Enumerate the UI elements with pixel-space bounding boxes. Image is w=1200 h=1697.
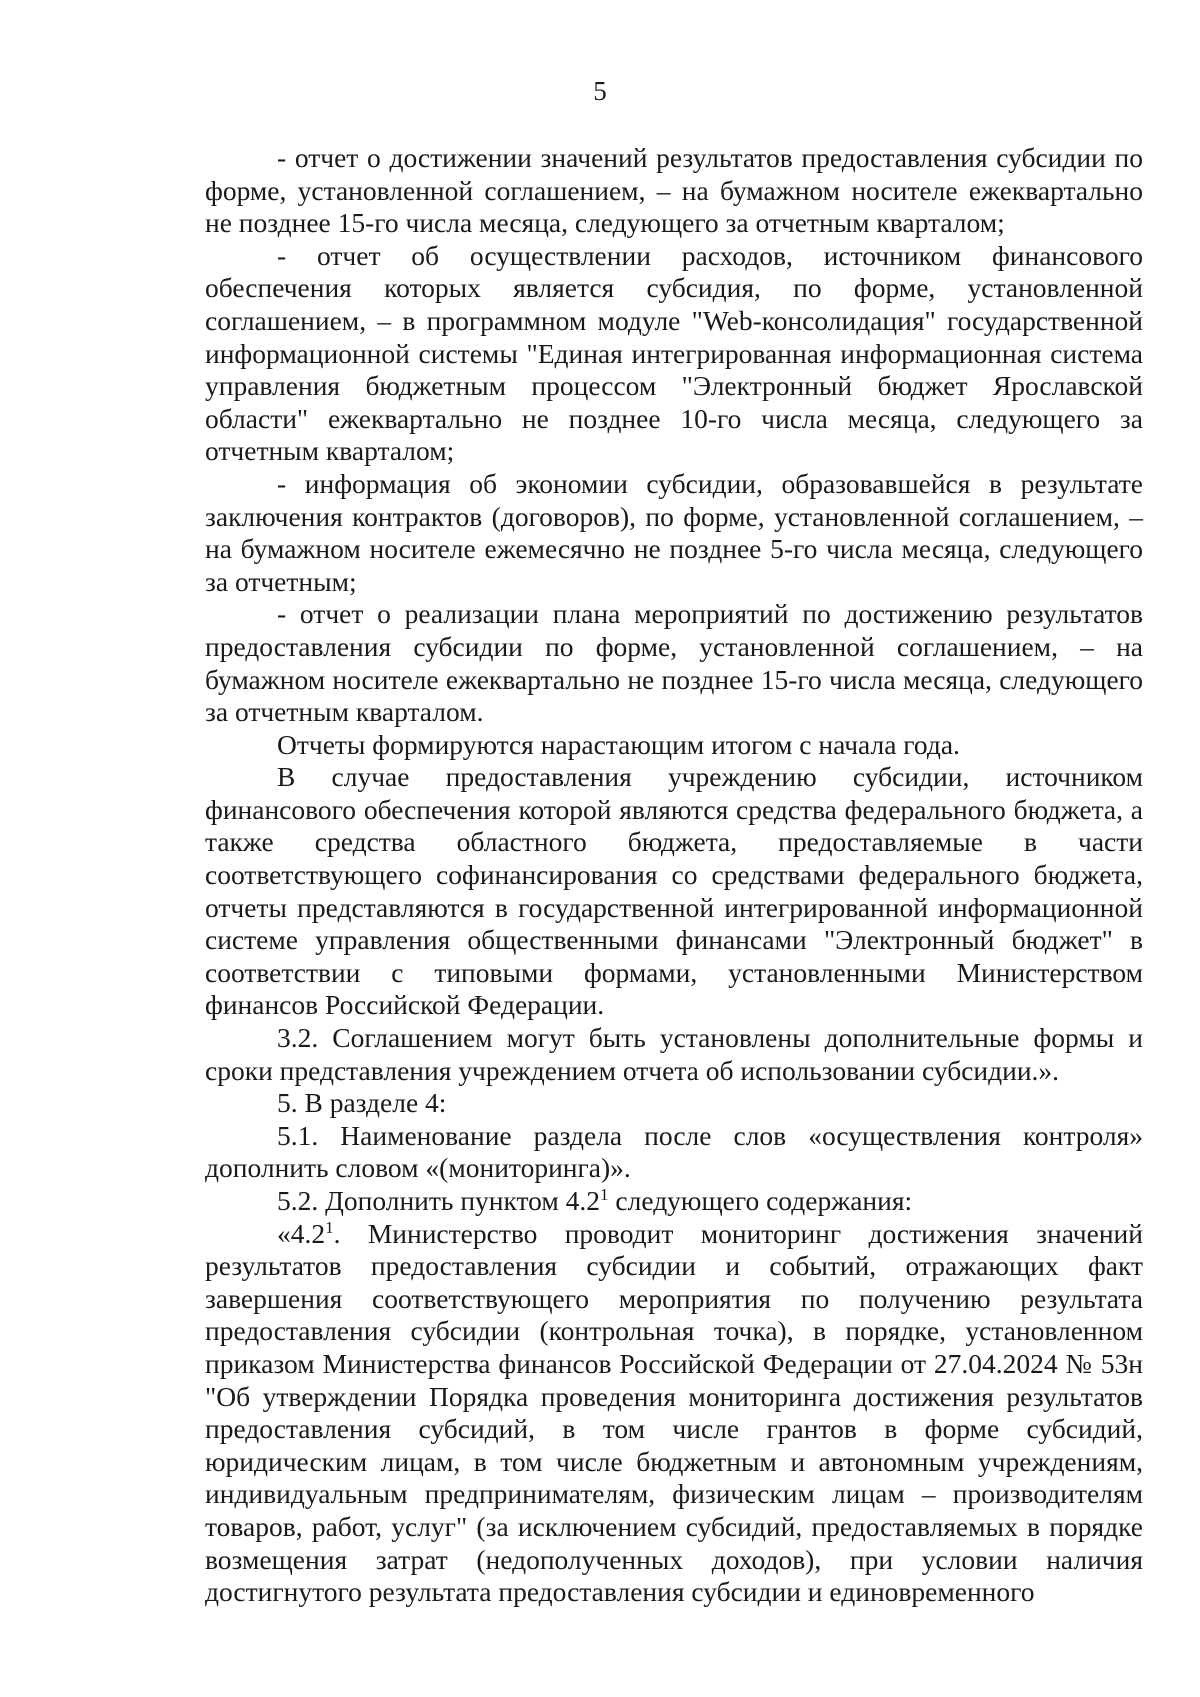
paragraph-4-2-1 — [205, 1218, 1143, 1609]
paragraph-report-results: - отчет о достижении значений результатов предоставления субсидии по форме, установленной соглашением, – на бумажном носителе ежеквартально не позднее 15-го числа месяца, следующего за отчетным кварталом; — [205, 142, 1143, 239]
document-body — [205, 142, 1143, 1609]
paragraph-plan-report: - отчет о реализации плана мероприятий по достижению результатов предоставления субсидии по форме, установленной соглашением, – на бумажном носителе ежеквартально не позднее 15-го числа месяца, следующего за отчетным кварталом. — [205, 598, 1143, 728]
paragraph-cumulative: Отчеты формируются нарастающим итогом с начала года. — [277, 728, 960, 760]
paragraph-section-5: 5. В разделе 4: — [277, 1087, 447, 1119]
paragraph-4-2-1-after: . Министерство проводит мониторинг достижения значений результатов предоставления субсидии и событий, отражающих факт завершения соответствующего мероприятия по получению результата предоставления субсидии (контрольная точка), в порядке, установленном приказом Министерства финансов Российской Федерации от 27.04.2024 № 53н "Об утверждении Порядка проведения мониторинга достижения результатов предоставления субсидий, в том числе грантов в форме субсидий, юридическим лицам, в том числе бюджетным и автономным учреждениям, индивидуальным предпринимателям, физическим лицам – производителям товаров, работ, услуг" (за исключением субсидий, предоставляемых в порядке возмещения затрат (недополученных доходов), при условии наличия достигнутого результата предоставления субсидии и единовременного — [205, 1217, 1143, 1608]
paragraph-savings-info: - информация об экономии субсидии, образовавшейся в результате заключения контрактов (договоров), по форме, установленной соглашением, – на бумажном носителе ежемесячно не позднее 5-го числа месяца, следующего за отчетным; — [205, 467, 1143, 597]
paragraph-5-2-before: 5.2. Дополнить пунктом 4.2 — [277, 1185, 601, 1216]
page-number: 5 — [593, 76, 607, 106]
paragraph-3-2: 3.2. Соглашением могут быть установлены дополнительные формы и сроки представления учреждением отчета об использовании субсидии.». — [205, 1022, 1143, 1086]
paragraph-report-expenses: - отчет об осуществлении расходов, источником финансового обеспечения которых является субсидия, по форме, установленной соглашением, – в программном модуле "Web-консолидация" государственной информационной системы "Единая интегрированная информационная система управления бюджетным процессом "Электронный бюджет Ярославской области" ежеквартально не позднее 10-го числа месяца, следующего за отчетным кварталом; — [205, 239, 1143, 467]
paragraph-5-2 — [205, 1185, 1143, 1218]
superscript-1: 1 — [325, 1217, 334, 1237]
paragraph-4-2-1-before: «4.2 — [277, 1217, 326, 1249]
paragraph-5-2-after: следующего содержания: — [608, 1185, 913, 1216]
superscript-1: 1 — [600, 1184, 609, 1204]
paragraph-5-1: 5.1. Наименование раздела после слов «осуществления контроля» дополнить словом «(мониторинга)». — [205, 1119, 1143, 1184]
paragraph-federal-budget: В случае предоставления учреждению субсидии, источником финансового обеспечения которой являются средства федерального бюджета, а также средства областного бюджета, предоставляемые в части соответствующего софинансирования со средствами федерального бюджета, отчеты представляются в государственной интегрированной информационной системе управления общественными финансами "Электронный бюджет" в соответствии с типовыми формами, установленными Министерством финансов Российской Федерации. — [205, 761, 1143, 1021]
